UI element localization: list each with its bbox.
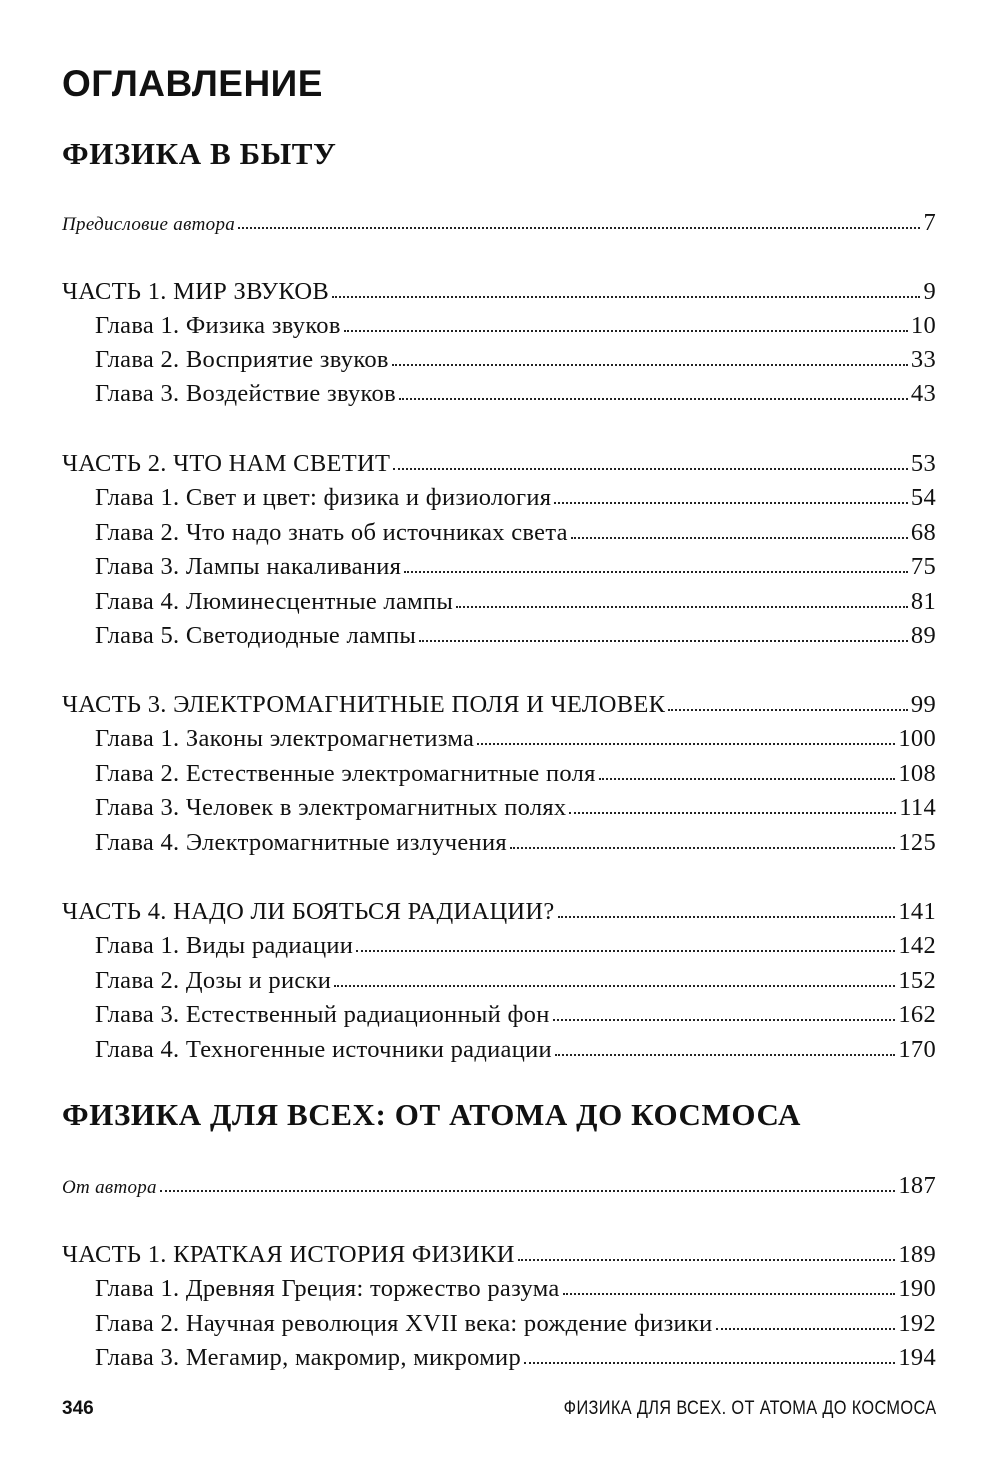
dot-leader bbox=[554, 498, 908, 504]
dot-leader bbox=[518, 1255, 896, 1261]
toc-entry-chapter[interactable] bbox=[0, 1307, 1000, 1341]
entry-page: 43 bbox=[910, 380, 936, 407]
entry-label: ЧАСТЬ 1. МИР ЗВУКОВ bbox=[62, 278, 330, 305]
dot-leader bbox=[344, 326, 908, 332]
toc-entry-chapter[interactable] bbox=[0, 757, 1000, 791]
entry-label: Глава 2. Научная революция XVII века: рождение физики bbox=[95, 1310, 713, 1337]
entry-label: Глава 2. Дозы и риски bbox=[95, 967, 332, 994]
toc-entry-part[interactable] bbox=[0, 275, 1000, 309]
page-number: 346 bbox=[62, 1398, 94, 1419]
toc-entry-preface[interactable] bbox=[0, 1169, 1000, 1203]
entry-page: 141 bbox=[898, 898, 936, 925]
entry-page: 68 bbox=[910, 519, 936, 546]
entry-label: Глава 1. Законы электромагнетизма bbox=[95, 725, 475, 752]
entry-page: 108 bbox=[898, 760, 936, 787]
entry-page: 142 bbox=[898, 932, 936, 959]
dot-leader bbox=[393, 464, 908, 470]
entry-page: 189 bbox=[898, 1241, 936, 1268]
dot-leader bbox=[356, 946, 895, 952]
dot-leader bbox=[510, 843, 895, 849]
entry-label: Глава 5. Светодиодные лампы bbox=[95, 622, 417, 649]
toc-entry-chapter[interactable] bbox=[0, 516, 1000, 550]
dot-leader bbox=[563, 1289, 896, 1295]
entry-page: 33 bbox=[910, 346, 936, 373]
toc-entry-chapter[interactable] bbox=[0, 343, 1000, 377]
entry-label: Глава 4. Техногенные источники радиации bbox=[95, 1036, 552, 1063]
entry-label: Глава 2. Естественные электромагнитные поля bbox=[95, 760, 596, 787]
entry-page: 152 bbox=[898, 967, 936, 994]
entry-page: 125 bbox=[898, 829, 936, 856]
toc-entry-chapter[interactable] bbox=[0, 998, 1000, 1032]
entry-label: От автора bbox=[62, 1177, 157, 1198]
entry-label: Глава 1. Свет и цвет: физика и физиология bbox=[95, 484, 552, 511]
toc-entry-chapter[interactable] bbox=[0, 722, 1000, 756]
dot-leader bbox=[419, 636, 908, 642]
toc-entry-chapter[interactable] bbox=[0, 1272, 1000, 1306]
entry-page: 100 bbox=[898, 725, 936, 752]
dot-leader bbox=[332, 292, 920, 298]
dot-leader bbox=[160, 1186, 895, 1192]
toc-entry-part[interactable] bbox=[0, 447, 1000, 481]
entry-label: Глава 1. Виды радиации bbox=[95, 932, 354, 959]
dot-leader bbox=[599, 774, 896, 780]
entry-page: 75 bbox=[910, 553, 936, 580]
entry-label: Глава 4. Люминесцентные лампы bbox=[95, 588, 454, 615]
entry-page: 99 bbox=[910, 691, 936, 718]
toc-entry-chapter[interactable] bbox=[0, 1341, 1000, 1375]
entry-label: Предисловие автора bbox=[62, 214, 236, 235]
dot-leader bbox=[456, 602, 908, 608]
entry-label: Глава 2. Что надо знать об источниках света bbox=[95, 519, 568, 546]
dot-leader bbox=[334, 981, 895, 987]
entry-label: Глава 4. Электромагнитные излучения bbox=[95, 829, 507, 856]
entry-page: 89 bbox=[910, 622, 936, 649]
dot-leader bbox=[524, 1358, 895, 1364]
entry-label: ЧАСТЬ 2. ЧТО НАМ СВЕТИТ bbox=[62, 450, 391, 477]
book-title: ФИЗИКА ДЛЯ ВСЕХ: ОТ АТОМА ДО КОСМОСА bbox=[62, 1097, 801, 1132]
entry-page: 54 bbox=[910, 484, 936, 511]
dot-leader bbox=[558, 912, 896, 918]
entry-label: ЧАСТЬ 1. КРАТКАЯ ИСТОРИЯ ФИЗИКИ bbox=[62, 1241, 515, 1268]
dot-leader bbox=[555, 1050, 895, 1056]
toc-entry-chapter[interactable] bbox=[0, 964, 1000, 998]
entry-page: 9 bbox=[923, 278, 936, 305]
dot-leader bbox=[716, 1324, 896, 1330]
dot-leader bbox=[392, 360, 908, 366]
dot-leader bbox=[571, 533, 908, 539]
running-title: ФИЗИКА ДЛЯ ВСЕХ. ОТ АТОМА ДО КОСМОСА bbox=[563, 1398, 936, 1419]
toc-entry-part[interactable] bbox=[0, 1238, 1000, 1272]
toc-entry-chapter[interactable] bbox=[0, 550, 1000, 584]
toc-entry-chapter[interactable] bbox=[0, 619, 1000, 653]
dot-leader bbox=[399, 394, 908, 400]
dot-leader bbox=[553, 1015, 896, 1021]
book-title: ФИЗИКА В БЫТУ bbox=[62, 136, 337, 171]
entry-page: 7 bbox=[923, 209, 936, 236]
toc-entry-chapter[interactable] bbox=[0, 826, 1000, 860]
dot-leader bbox=[404, 567, 908, 573]
entry-page: 10 bbox=[910, 312, 936, 339]
toc-entry-chapter[interactable] bbox=[0, 585, 1000, 619]
entry-label: Глава 3. Воздействие звуков bbox=[95, 380, 396, 407]
entry-page: 170 bbox=[898, 1036, 936, 1063]
entry-label: Глава 3. Лампы накаливания bbox=[95, 553, 402, 580]
toc-entry-part[interactable] bbox=[0, 895, 1000, 929]
toc-entry-part[interactable] bbox=[0, 688, 1000, 722]
toc-entry-chapter[interactable] bbox=[0, 1033, 1000, 1067]
entry-page: 192 bbox=[898, 1310, 936, 1337]
entry-page: 194 bbox=[898, 1344, 936, 1371]
toc-entry-chapter[interactable] bbox=[0, 309, 1000, 343]
toc-entry-chapter[interactable] bbox=[0, 377, 1000, 411]
entry-page: 190 bbox=[898, 1275, 936, 1302]
dot-leader bbox=[238, 223, 920, 229]
dot-leader bbox=[477, 739, 895, 745]
entry-label: Глава 1. Физика звуков bbox=[95, 312, 341, 339]
dot-leader bbox=[668, 705, 908, 711]
toc-entry-chapter[interactable] bbox=[0, 481, 1000, 515]
entry-page: 81 bbox=[910, 588, 936, 615]
entry-label: ЧАСТЬ 4. НАДО ЛИ БОЯТЬСЯ РАДИАЦИИ? bbox=[62, 898, 555, 925]
entry-label: Глава 3. Человек в электромагнитных полях bbox=[95, 794, 567, 821]
entry-label: Глава 3. Естественный радиационный фон bbox=[95, 1001, 550, 1028]
entry-page: 162 bbox=[898, 1001, 936, 1028]
entry-page: 53 bbox=[910, 450, 936, 477]
entry-label: Глава 1. Древняя Греция: торжество разума bbox=[95, 1275, 560, 1302]
toc-title: ОГЛАВЛЕНИЕ bbox=[62, 63, 323, 104]
toc-entry-chapter[interactable] bbox=[0, 929, 1000, 963]
toc-entry-preface[interactable] bbox=[0, 206, 1000, 240]
entry-page: 187 bbox=[898, 1172, 936, 1199]
entry-label: Глава 2. Восприятие звуков bbox=[95, 346, 389, 373]
entry-label: Глава 3. Мегамир, макромир, микромир bbox=[95, 1344, 522, 1371]
toc-entry-chapter[interactable] bbox=[0, 791, 1000, 825]
entry-page: 114 bbox=[899, 794, 936, 821]
entry-label: ЧАСТЬ 3. ЭЛЕКТРОМАГНИТНЫЕ ПОЛЯ И ЧЕЛОВЕК bbox=[62, 691, 666, 718]
page-footer bbox=[62, 1398, 936, 1424]
dot-leader bbox=[569, 808, 896, 814]
